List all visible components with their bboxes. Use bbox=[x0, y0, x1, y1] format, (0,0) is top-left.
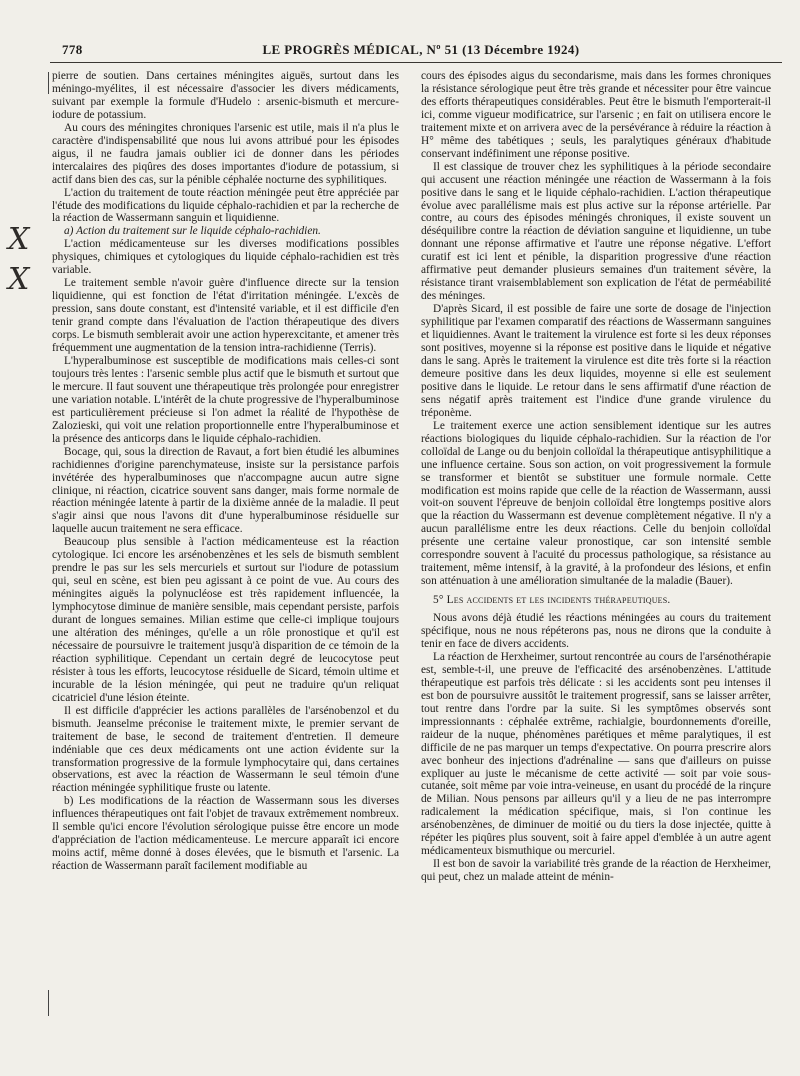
paragraph: Il est bon de savoir la variabilité très grande de la réaction de Herxheimer, qui peut, chez un malade atteint de ménin- bbox=[421, 858, 771, 884]
paragraph: L'action du traitement de toute réaction méningée peut être appréciée par l'étude des modifications du liquide céphalo-rachidien et par la recherche de la réaction de Wassermann sanguin et liquidienne. bbox=[52, 186, 399, 225]
margin-bracket-top bbox=[48, 72, 49, 94]
paragraph: b) Les modifications de la réaction de Wassermann sous les diverses influences thérapeutiques ont fait l'objet de travaux extrêmement nombreux. Il semble qu'ici encore l'évolution sérologique puisse être encore un mode d'appréciation de l'action médicamenteuse. Le mercure apparaît ici encore moins actif, même donné à doses élevées, que le bismuth et l'arsenic. La réaction de Wassermann paraît facilement modifiable au bbox=[52, 795, 399, 873]
subsection-heading: a) Action du traitement sur le liquide céphalo-rachidien. bbox=[64, 225, 321, 238]
paragraph: Nous avons déjà étudié les réactions méningées au cours du traitement spécifique, nous ne nous répéterons pas, nous ne dirons que la conduite à tenir en face de divers accidents. bbox=[421, 612, 771, 650]
margin-mark-x-2: X bbox=[8, 262, 30, 297]
paragraph: D'après Sicard, il est possible de faire une sorte de dosage de l'injection syphilitique par l'examen comparatif des réactions de Wassermann sanguines et liquidiennes. Avant le traitement la virulence est forte si les deux réponses sont positives, moyenne si la réponse est positive dans le liquide et négative dans le sang. Après le traitement la virulence est dite très forte si la réaction demeure positive dans les deux liquides, moyenne si elle est seulement positive dans le liquide. Le retour dans le sens affirmatif d'une réaction de sens négatif après traitement est l'indice d'une grande virulence du tréponème. bbox=[421, 303, 771, 419]
paragraph: L'action médicamenteuse sur les diverses modifications possibles physiques, chimiques et cytologiques du liquide céphalo-rachidien est très variable. bbox=[52, 238, 399, 277]
right-column bbox=[421, 70, 771, 884]
section-heading: 5° Les accidents et les incidents thérapeutiques. bbox=[433, 594, 671, 607]
margin-bracket-bottom bbox=[48, 990, 49, 1016]
paragraph: Bocage, qui, sous la direction de Ravaut, a fort bien étudié les albumines rachidiennes d'origine parenchymateuse, insiste sur la persistance parfois invétérée des hyperalbuminoses que n'accompagne aucun autre signe clinique, ni réaction, cicatrice souvent sans danger, mais forme normale de réaction méningée latente à partir de la dixième année de la maladie. Il peut s'agir ainsi que nous l'avons dit d'une hyperalbuminose résiduelle sur laquelle aucun traitement ne sera efficace. bbox=[52, 445, 399, 536]
paragraph: Le traitement semble n'avoir guère d'influence directe sur la tension liquidienne, qui est fonction de l'état d'irritation méningée. L'excès de pression, sans doute constant, est d'intensité variable, et il est difficile d'en tenir grand compte dans l'évaluation de l'action thérapeutique des divers corps. Le bismuth semblerait avoir une action hyperexcitante, et amener très fréquemment une augmentation de la tension intra-rachidienne (Terris). bbox=[52, 277, 399, 355]
paragraph: Le traitement exerce une action sensiblement identique sur les autres réactions biologiques du liquide céphalo-rachidien. Sur la réaction de l'or colloïdal de Lange ou du benjoin colloïdal la thérapeutique antisyphilitique a une influence certaine. Sous son action, on voit progressivement la formule se transformer et bientôt se substituer une formule normale. Cette modification est moins rapide que celle de la réaction de Wassermann, aussi voit-on souvent l'épreuve de benjoin colloïdal être longtemps positive alors que la réaction du Wassermann est devenue complètement négative. Il n'y a aucun parallélisme entre les deux réactions. Celle du benjoin colloïdal présente une certaine valeur pronostique, car son intensité semble correspondre souvent à l'acuité du processus pathologique, sa résistance au traitement, même intensif, à la gravité, à la profondeur des lésions, et enfin son atténuation à une amélioration simultanée de la maladie (Bauer). bbox=[421, 419, 771, 588]
paragraph: Il est difficile d'apprécier les actions parallèles de l'arsénobenzol et du bismuth. Jeanselme préconise le traitement mixte, le premier servant de traitement de base, le second de traitement d'entretien. Il demeure indéniable que ces deux médicaments ont une action évidente sur la transformation progressive de la formule lymphocytaire qui, dans certaines observations, est avec la réaction de Wassermann le seul témoin d'une réaction méningée syphilitique fruste ou latente. bbox=[52, 704, 399, 795]
running-header bbox=[62, 40, 780, 62]
paragraph: Au cours des méningites chroniques l'arsenic est utile, mais il n'a plus le caractère d'indispensabilité que nous lui avons attribué pour les épisodes aigus, il ne faudra jamais oublier ici de donner dans les périodes intercalaires des piqûres des doses importantes d'iodure de potassium, si actif dans bien des cas, sur la pénible céphalée nocturne des syphilitiques. bbox=[52, 121, 399, 186]
paragraph: cours des épisodes aigus du secondarisme, mais dans les formes chroniques la résistance sérologique peut être très grande et nécessiter pour être vaincue des efforts thérapeutiques considérables. Peut être le bismuth l'emporterait-il ici, comme vigueur modificatrice, sur l'arsenic ; en fait on utilisera encore le traitement mixte et on arrivera avec de la persévérance à réduire la réaction à H° même des tabétiques ; seuls, les paralytiques généraux d'habitude conservant indéfiniment une réponse positive. bbox=[421, 70, 771, 160]
paragraph: pierre de soutien. Dans certaines méningites aiguës, surtout dans les méningo-myélites, il est nécessaire d'associer les divers médicaments, suivant par exemple la formule d'Hudelo : arsenic-bismuth et mercure-iodure de potassium. bbox=[52, 70, 399, 121]
journal-title: LE PROGRÈS MÉDICAL, Nº 51 (13 Décembre 1924) bbox=[262, 42, 580, 57]
paragraph: Il est classique de trouver chez les syphilitiques à la période secondaire qui accusent une réaction méningée une réaction de Wassermann à la fois positive dans le sang et le liquide céphalo-rachidien. L'action thérapeutique évolue avec parallélisme mais est plus active sur la réponse artérielle. Par contre, au cours des épisodes méningés chroniques, il existe souvent un déséquilibre contre la réaction de déviation sanguine et liquidienne, un tube donnant une réponse affirmative et l'autre une réponse négative. L'effort curatif est ici lent et pénible, la disparition progressive d'une réaction affirmative peut demander plusieurs semaines d'un traitement sévère, la résistance tirant vraisemblablement son explication de l'état de perméabilité des méninges. bbox=[421, 160, 771, 303]
left-column bbox=[52, 70, 399, 873]
paragraph: Beaucoup plus sensible à l'action médicamenteuse est la réaction cytologique. Ici encore les arsénobenzènes et les sels de bismuth semblent prendre le pas sur les sels mercuriels et surtout sur l'iodure de potassium qui, seul en scène, est bien peu agissant à ce point de vue. Au cours des méningites aiguës la polynucléose est très rapidement influencée, la lymphocytose diminue de manière sensible, mais cependant persiste, parfois durant de longues semaines. Milian estime que celle-ci implique toujours une altération des méninges, qu'elle a un rôle pronostique et qu'il est nécessaire de poursuivre le traitement jusqu'à disparition de ce témoin de la réaction syphilitique. Cependant un certain degré de leucocytose peut résister à tous les efforts, leucocytose résiduelle de Sicard, témoin ultime et incurable de la lésion méningée, qui peut ne traduire qu'un reliquat cicatriciel d'une lésion éteinte. bbox=[52, 536, 399, 704]
paragraph: L'hyperalbuminose est susceptible de modifications mais celles-ci sont toujours très lentes : l'arsenic semble plus actif que le bismuth et surtout que le mercure. Il faut souvent une thérapeutique très prolongée pour enregistrer une variation notable. L'intérêt de la chute progressive de l'hyperalbuminose est particulièrement précieuse si l'on admet la réalité de l'hypothèse de Zalozieski, qui voit une relation proportionnelle entre l'hyperalbuminose et la présence des anticorps dans le liquide céphalo-rachidien. bbox=[52, 354, 399, 445]
page-number: 778 bbox=[62, 42, 83, 57]
margin-mark-x-1: X bbox=[8, 222, 30, 257]
paragraph: La réaction de Herxheimer, surtout rencontrée au cours de l'arsénothérapie est, semble-t-il, une preuve de l'efficacité des arsénobenzènes. L'attitude thérapeutique est parfois très délicate : si les accidents sont peu intenses il est bon de poursuivre aussitôt le traitement progressif, sans se laisser arrêter, tout rentre dans l'ordre par la suite. Si les symptômes observés sont impressionnants : céphalée extrême, rachialgie, bourdonnements d'oreille, raideur de la nuque, phénomènes parétiques et même paralytiques, il est difficile de ne pas marquer un temps d'expectative. On pourra prescrire alors avec bonheur des injections d'adrénaline — sans que d'ailleurs on puisse expliquer au juste le mécanisme de cette activité — soit par voie sous-cutanée, soit même par voie intra-veineuse, en usant du procédé de la rinçure de Milian. Nous pensons par ailleurs qu'il y a lieu de ne pas interrompre radicalement la médication spécifique, mais, si l'on continue les arsénobenzènes, de diminuer de moitié ou du tiers la dose injectée, quitte à répéter les piqûres plus souvent, soit à faire appel d'emblée à un autre agent médicamenteux bismuthique ou mercuriel. bbox=[421, 650, 771, 858]
header-rule bbox=[50, 62, 782, 63]
